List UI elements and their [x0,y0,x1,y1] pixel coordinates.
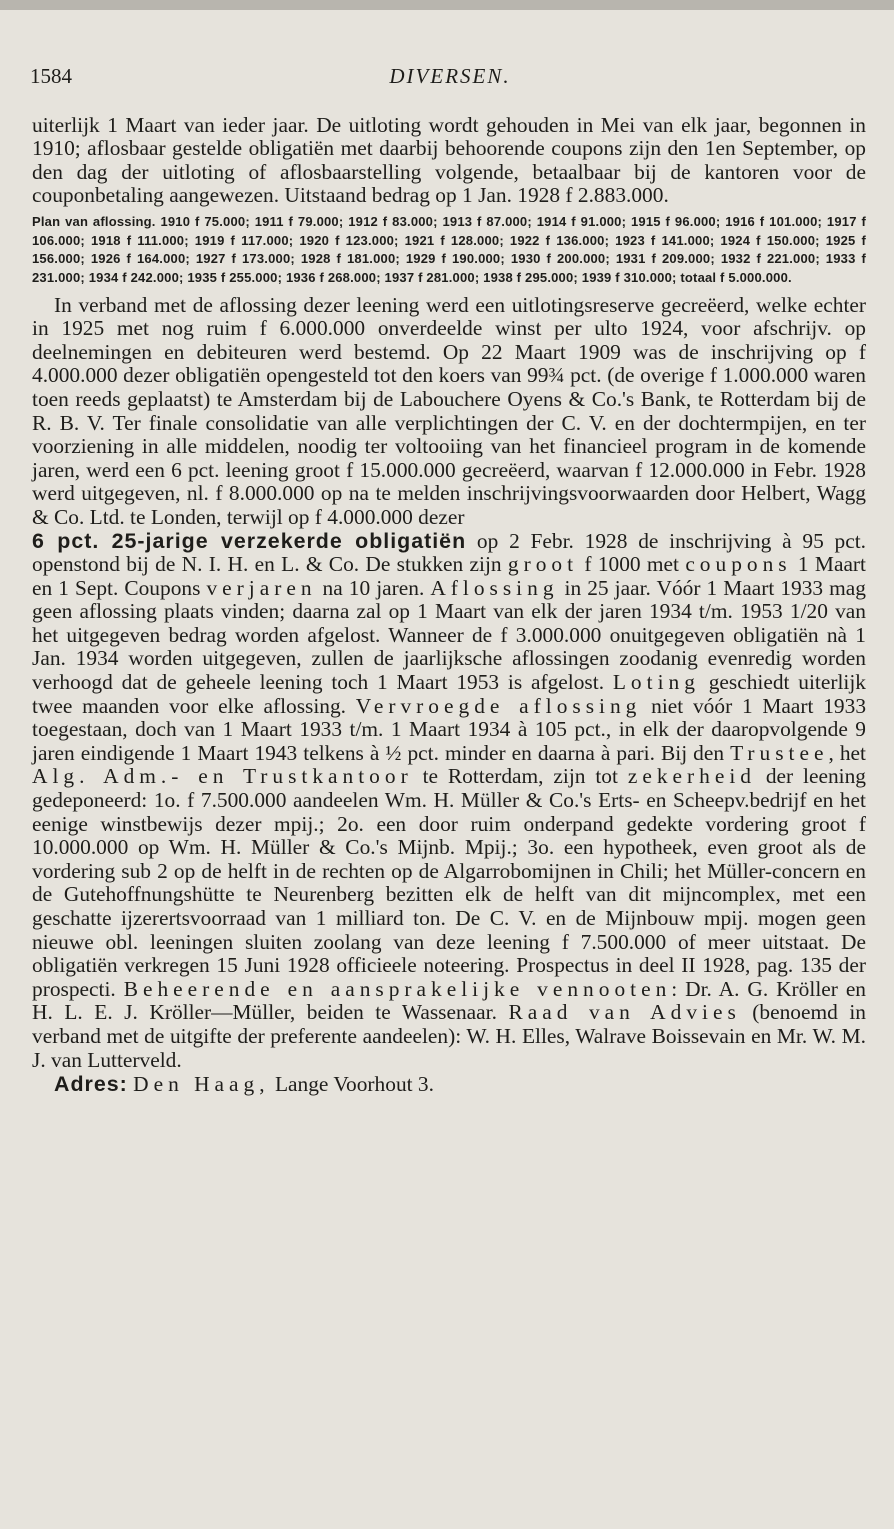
bond-text-l: (benoemd in verband met de uitgifte der preferente aandeelen): W. H. Elles, Walrave Boissevain en Mr. W. M. J. van Lutterveld. [32,1000,866,1072]
address-line [32,1072,866,1096]
bond-text-c: 1 Maart en 1 Sept. Coupons [32,552,867,600]
bond-heading: 6 pct. 25-jarige verzekerde obligatiën [32,528,467,553]
scan-edge [0,0,894,10]
page-body [32,114,866,1096]
bond-text-k: : Dr. A. G. Kröller en H. L. E. J. Kröller—Müller, beiden te Wassenaar. [32,976,867,1025]
spaced-coupons: coupons [685,552,792,577]
spaced-beheerende: Beheerende en aansprakelijke vennooten [123,976,672,1001]
bond-text-a: op 2 Febr. 1928 de inschrijving à 95 pct. openstond bij de N. I. H. en L. & Co. De stukken zijn [32,528,867,577]
bond-text-b: f 1000 met [578,552,686,577]
bond-text-d: na 10 jaren. [316,575,431,600]
spaced-trustee: Trustee [730,740,829,765]
page-number: 1584 [30,64,72,88]
paragraph-bond-terms [32,530,866,1073]
spaced-aflossing: Aflossing [430,575,559,600]
redemption-plan: Plan van aflossing. 1910 f 75.000; 1911 f 79.000; 1912 f 83.000; 1913 f 87.000; 1914 f 91.000; 1915 f 96.000; 1916 f 101.000; 1917 f 106.000; 1918 f 111.000; 1919 f 117.000; 1920 f 123.000; 1921 f 128.000; 1922 f 136.000; 1923 f 141.000; 1924 f 150.000; 1925 f 156.000; 1926 f 164.000; 1927 f 173.000; 1928 f 181.000; 1929 f 190.000; 1930 f 200.000; 1931 f 209.000; 1932 f 221.000; 1933 f 231.000; 1934 f 242.000; 1935 f 255.000; 1936 f 268.000; 1937 f 281.000; 1938 f 295.000; 1939 f 310.000; totaal f 5.000.000. [32,214,866,285]
bond-text-g: niet vóór 1 Maart 1933 toegestaan, doch van 1 Maart 1933 t/m. 1 Maart 1934 à 105 pct., in elk der daaropvolgende 9 jaren eindigende 1 Maart 1943 telkens à ½ pct. minder en daarna à pari. Bij den [32,693,867,765]
address-place: Den Haag, [133,1072,270,1097]
paragraph-reserve [32,294,866,530]
bond-text-j: der leening gedeponeerd: 1o. f 7.500.000 aandeelen Wm. H. Müller & Co.'s Erts- en Scheepv.bedrijf en het eenige winstbewijs dezer mpij.; 2o. een door ruim onderpand gedekte vordering groot f 10.000.000 op Wm. H. Müller & Co.'s Mijnb. Mpij.; 3o. een hypotheek, even groot als de vordering sub 2 op de helft in de rechten op de Algarrobomijnen in Chili; het Müller-concern en de Gutehoffnungshütte te Neurenberg bezitten elk de helft van dit mijncomplex, met een geschatte ijzerertsvoorraad van 1 milliard ton. De C. V. en de Mijnbouw mpij. mogen geen nieuwe obl. leeningen sluiten zoolang van deze leening f 7.500.000 of meer uitstaat. De obligatiën verkregen 15 Juni 1928 officieele noteering. Prospectus in deel II 1928, pag. 135 der prospecti. [32,764,866,1001]
bond-text-e: in 25 jaar. Vóór 1 Maart 1933 mag geen aflossing plaats vinden; daarna zal op 1 Maart van elk der jaren 1934 t/m. 1953 1/20 van het uitgegeven bedrag worden afgelost. Wanneer de f 3.000.000 onuitgegeven obligatiën nà 1 Jan. 1934 worden uitgegeven, zullen de jaarlijksche aflossingen zoodanig evenredig worden verhoogd dat de geheele leening toch 1 Maart 1953 is afgelost. [32,575,866,695]
spaced-raad: Raad van Advies [508,1000,741,1025]
running-title: DIVERSEN. [389,64,511,88]
address-street: Lange Voorhout 3. [269,1072,434,1097]
spaced-loting: Loting [612,670,700,695]
spaced-verjaren: verjaren [206,575,317,600]
bond-text-f: geschiedt uiterlijk twee maanden voor elke aflossing. [32,670,867,718]
spaced-groot: groot [507,552,579,577]
page-header [30,64,870,94]
address-label: Adres: [54,1072,128,1097]
bond-text-h: , het [828,740,866,765]
spaced-vervroegde: Vervroegde aflossing [355,693,642,718]
paragraph-redemption: uiterlijk 1 Maart van ieder jaar. De uitloting wordt gehouden in Mei van elk jaar, begonnen in 1910; aflosbaar gestelde obligatiën met daarbij behoorende coupons zijn den 1en September, op den dag der uitloting of aflosbaarstelling volgende, betaalbaar bij de kantoren voor de couponbetaling aangewezen. Uitstaand bedrag op 1 Jan. 1928 f 2.883.000. [32,113,866,207]
spaced-algadm: Alg. Adm.- en Trustkantoor [32,764,413,789]
spaced-zekerheid: zekerheid [627,764,756,789]
bond-text-i: te Rotterdam, zijn tot [412,764,628,789]
paragraph-reserve-text: In verband met de aflossing dezer leening werd een uitlotingsreserve gecreëerd, welke echter in 1925 met nog ruim f 6.000.000 onverdeelde winst per ulto 1924, voor afschrijv. op deelnemingen en debiteuren werd bestemd. Op 22 Maart 1909 was de inschrijving op f 4.000.000 dezer obligatiën opengesteld tot den koers van 99¾ pct. (de overige f 1.000.000 waren toen reeds geplaatst) te Amsterdam bij de Labouchere Oyens & Co.'s Bank, te Rotterdam bij de R. B. V. Ter finale consolidatie van alle verplichtingen der C. V. en der dochtermpijen, en ter voorziening in alle middelen, noodig ter voltooiing van het financieel program in de komende jaren, werd een 6 pct. leening groot f 15.000.000 gecreëerd, waarvan f 12.000.000 in Febr. 1928 werd uitgegeven, nl. f 8.000.000 op na te melden inschrijvingsvoorwaarden door Helbert, Wagg & Co. Ltd. te Londen, terwijl op f 4.000.000 dezer [32,292,866,529]
